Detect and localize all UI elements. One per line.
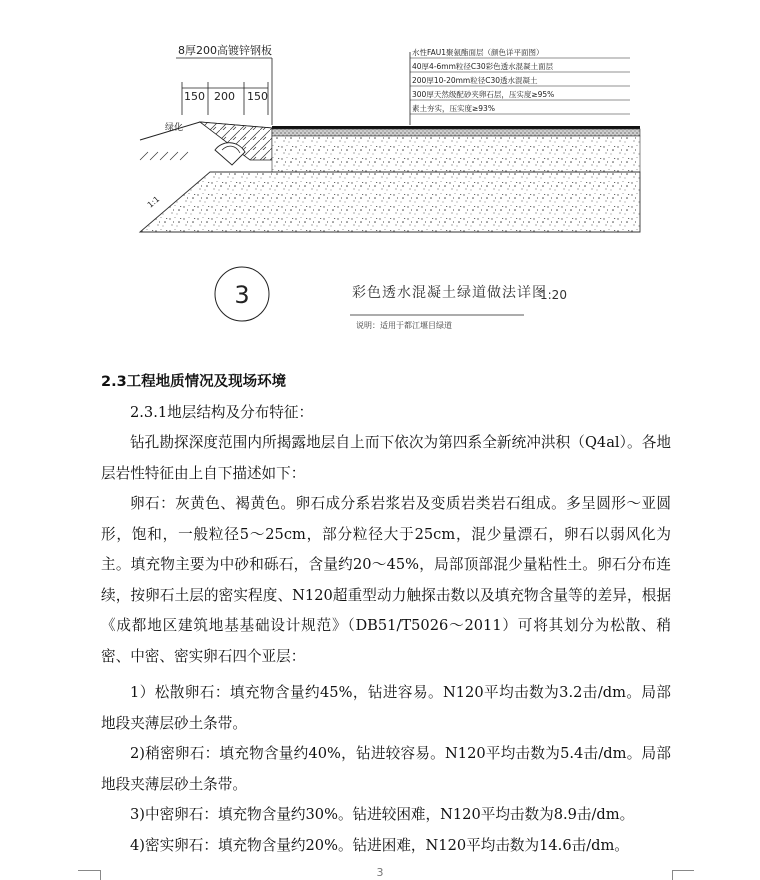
- layer-note-1: 水性FAU1聚氨酯面层（颜色详平面图）: [412, 48, 544, 57]
- paragraph-subsection-title: 2.3.1地层结构及分布特征：: [130, 404, 314, 421]
- paragraph-medium-dense-pebble: 3)中密卵石：填充物含量约30%。钻进较困难，N120平均击数为8.9击/dm。: [130, 806, 635, 823]
- detail-title: 彩色透水混凝土绿道做法详图: [352, 285, 547, 301]
- layer-note-3: 200厚10-20mm粒径C30透水混凝土: [412, 76, 538, 85]
- detail-note: 说明：适用于都江堰目绿道: [356, 321, 452, 330]
- pavement-detail-drawing: [0, 0, 760, 345]
- dim-label-1: 150: [184, 90, 205, 103]
- page-number: 3: [376, 866, 384, 879]
- layer-note-5: 素土夯实，压实度≥93%: [412, 104, 495, 113]
- greenbelt-label: 绿化: [165, 123, 184, 133]
- section-heading: 2.3工程地质情况及现场环境: [101, 374, 287, 390]
- paragraph-slightly-dense-pebble: 2)稍密卵石：填充物含量约40%，钻进较容易。N120平均击数为5.4击/dm。局部地段夹薄层砂土条带。: [101, 745, 671, 793]
- paragraph-intro: 钻孔勘探深度范围内所揭露地层自上而下依次为第四系全新统冲洪积（Q4al）。各地层岩性特征由上自下描述如下：: [101, 434, 671, 482]
- detail-number: 3: [234, 281, 250, 309]
- slope-label: 1:1: [145, 194, 162, 210]
- dim-label-3: 150: [247, 90, 268, 103]
- layer-notes: [410, 47, 630, 125]
- paragraph-dense-pebble: 4)密实卵石：填充物含量约20%。钻进困难，N120平均击数为14.6击/dm。: [130, 837, 629, 854]
- paragraph-pebble-description: 卵石：灰黄色、褐黄色。卵石成分系岩浆岩及变质岩类岩石组成。多呈圆形～亚圆形，饱和，一般粒径5～25cm，部分粒径大于25cm，混少量漂石，卵石以弱风化为主。填充物主要为中砂和砾石，含量约20～45%，局部顶部混少量粘性土。卵石分布连续，按卵石土层的密实程度、N120超重型动力触探击数以及填充物含量等的差异，根据《成都地区建筑地基基础设计规范》（DB51/T5026～2011）可将其划分为松散、稍密、中密、密实卵石四个亚层：: [101, 495, 671, 665]
- layer-note-4: 300厚天然级配砂夹卵石层，压实度≥95%: [412, 90, 555, 99]
- detail-scale: 1:20: [540, 288, 567, 302]
- paragraph-loose-pebble: 1）松散卵石：填充物含量约45%，钻进容易。N120平均击数为3.2击/dm。局部地段夹薄层砂土条带。: [101, 684, 671, 732]
- dim-label-2: 200: [214, 90, 235, 103]
- guardrail-label: 8厚200高镀锌钢板: [178, 44, 272, 57]
- layer-note-2: 40厚4-6mm粒径C30彩色透水混凝土面层: [412, 62, 554, 71]
